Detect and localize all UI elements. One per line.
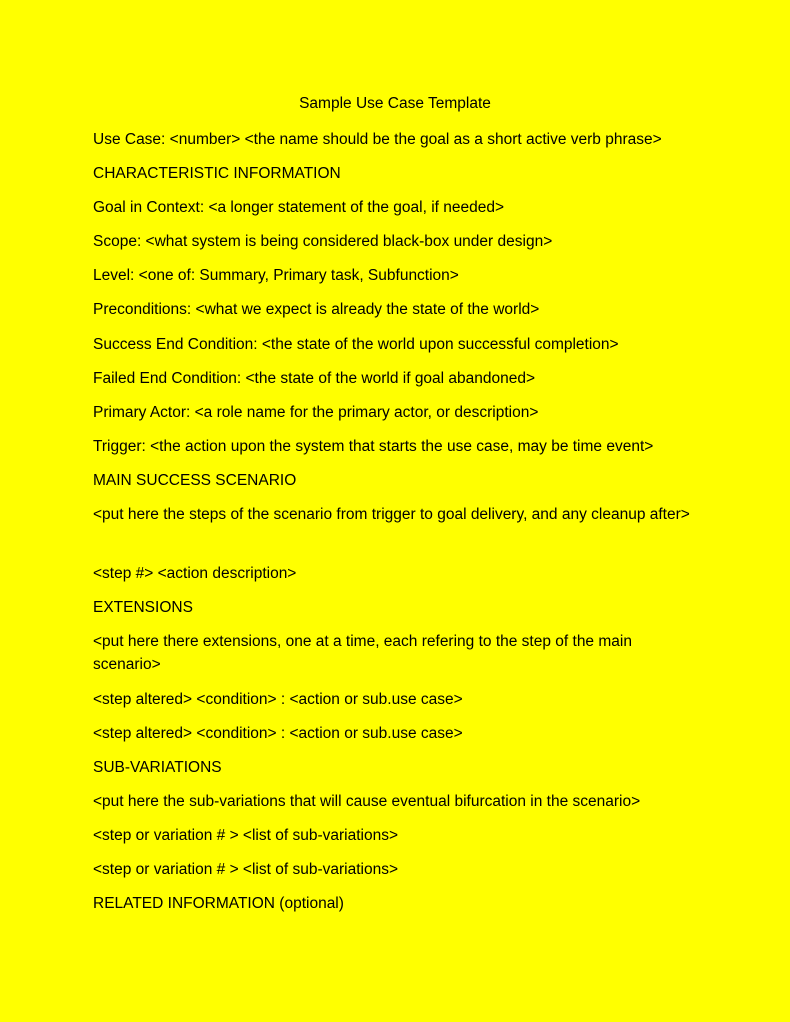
extensions-instructions: <put here there extensions, one at a time, each refering to the step of the main scenario> [93, 633, 632, 673]
main-scenario-instructions: <put here the steps of the scenario from trigger to goal delivery, and any cleanup after> [93, 506, 690, 523]
sub-variation-line: <step or variation # > <list of sub-variations> [93, 861, 398, 878]
section-heading-sub-variations: SUB-VARIATIONS [93, 759, 222, 776]
section-heading-characteristic-information: CHARACTERISTIC INFORMATION [93, 165, 341, 182]
failed-end-condition-line: Failed End Condition: <the state of the world if goal abandoned> [93, 370, 536, 387]
preconditions-line: Preconditions: <what we expect is already the state of the world> [93, 301, 540, 318]
sub-variation-line: <step or variation # > <list of sub-variations> [93, 827, 398, 844]
extension-step-line: <step altered> <condition> : <action or sub.use case> [93, 691, 463, 708]
scope-line: Scope: <what system is being considered black-box under design> [93, 233, 553, 250]
section-heading-main-success-scenario: MAIN SUCCESS SCENARIO [93, 472, 297, 489]
section-heading-extensions: EXTENSIONS [93, 599, 193, 616]
use-case-line: Use Case: <number> <the name should be the goal as a short active verb phrase> [93, 131, 662, 148]
primary-actor-line: Primary Actor: <a role name for the primary actor, or description> [93, 404, 539, 421]
section-heading-related-information: RELATED INFORMATION (optional) [93, 895, 344, 912]
success-end-condition-line: Success End Condition: <the state of the world upon successful completion> [93, 336, 619, 353]
level-line: Level: <one of: Summary, Primary task, Subfunction> [93, 267, 459, 284]
trigger-line: Trigger: <the action upon the system that starts the use case, may be time event> [93, 438, 654, 455]
sub-variations-instructions: <put here the sub-variations that will cause eventual bifurcation in the scenario> [93, 793, 641, 810]
goal-in-context-line: Goal in Context: <a longer statement of the goal, if needed> [93, 199, 505, 216]
document-title: Sample Use Case Template [299, 95, 491, 112]
extension-step-line: <step altered> <condition> : <action or sub.use case> [93, 725, 463, 742]
step-line: <step #> <action description> [93, 565, 297, 582]
